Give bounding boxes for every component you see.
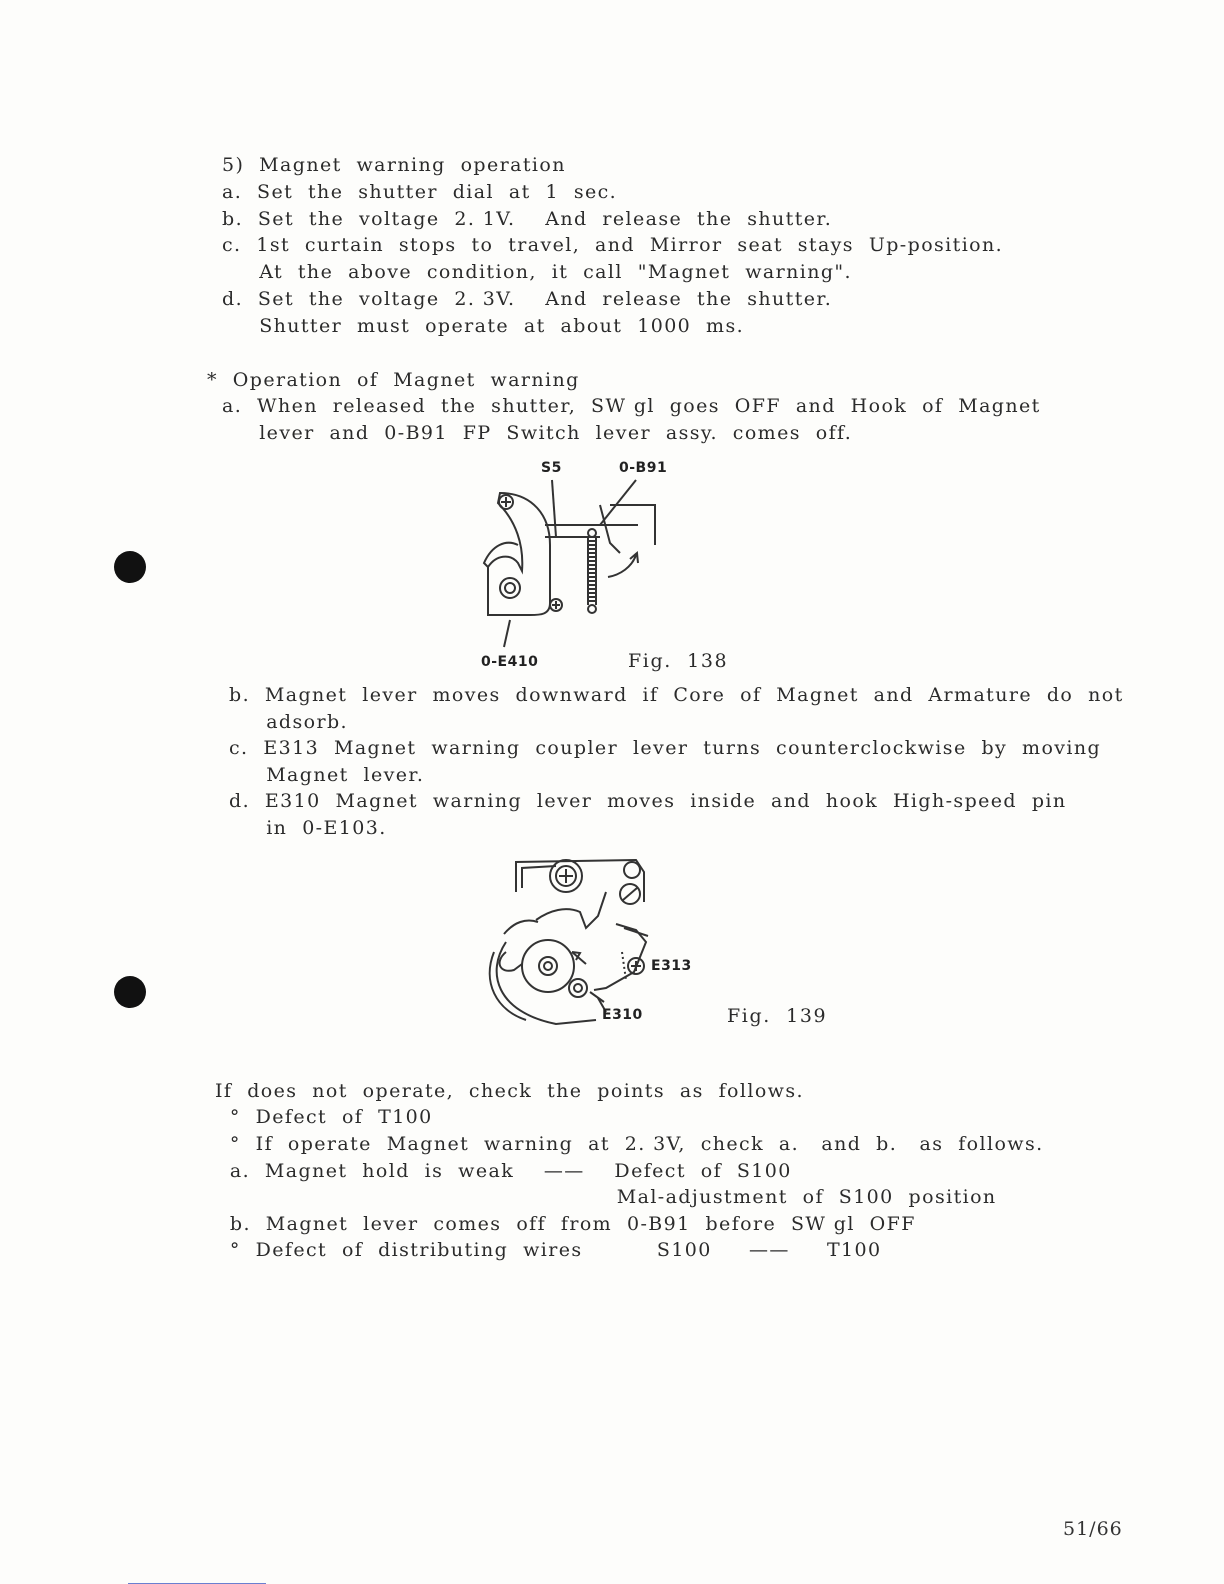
check-item-a: a. Magnet hold is weak —— Defect of S100 <box>215 1160 792 1182</box>
operation-item-a-cont: lever and 0-B91 FP Switch lever assy. comes off. <box>222 422 853 444</box>
fig138-label-b91: 0-B91 <box>619 460 668 476</box>
check-item-wires: ° Defect of distributing wires S100 —— T100 <box>215 1239 882 1261</box>
check-item-2-3v: ° If operate Magnet warning at 2. 3V, check a. and b. as follows. <box>215 1133 1044 1155</box>
section-heading: 5) Magnet warning operation <box>222 154 566 176</box>
step-d: d. Set the voltage 2. 3V. And release the shutter. <box>222 288 833 310</box>
fig138-label-e410: 0-E410 <box>481 654 539 670</box>
check-item-b: b. Magnet lever comes off from 0-B91 before SW gl OFF <box>215 1213 916 1235</box>
fig138-diagram <box>470 475 670 650</box>
operation-item-d-cont: in 0-E103. <box>229 817 387 839</box>
binder-hole-top <box>114 551 146 583</box>
step-c: c. 1st curtain stops to travel, and Mirror seat stays Up-position. <box>222 234 1004 256</box>
operation-item-c: c. E313 Magnet warning coupler lever turns counterclockwise by moving <box>229 737 1102 759</box>
step-a: a. Set the shutter dial at 1 sec. <box>222 181 618 203</box>
fig139-label-e310: E310 <box>602 1007 643 1023</box>
fig138-caption: Fig. 138 <box>628 650 729 672</box>
binder-hole-bottom <box>114 976 146 1008</box>
operation-item-b-cont: adsorb. <box>229 711 348 733</box>
operation-item-d: d. E310 Magnet warning lever moves inside and hook High-speed pin <box>229 790 1067 812</box>
step-b: b. Set the voltage 2. 1V. And release the shutter. <box>222 208 833 230</box>
operation-item-a: a. When released the shutter, SW gl goes OFF and Hook of Magnet <box>222 395 1041 417</box>
operation-item-b: b. Magnet lever moves downward if Core of Magnet and Armature do not <box>229 684 1124 706</box>
step-d-cont: Shutter must operate at about 1000 ms. <box>222 315 745 337</box>
fig138-label-s5: S5 <box>541 460 562 476</box>
fig139-diagram <box>486 852 661 1032</box>
operation-item-c-cont: Magnet lever. <box>229 764 425 786</box>
check-item-t100: ° Defect of T100 <box>215 1106 433 1128</box>
step-c-cont: At the above condition, it call "Magnet warning". <box>222 261 852 283</box>
check-item-a-cont: Mal-adjustment of S100 position <box>215 1186 997 1208</box>
page-number: 51/66 <box>1063 1518 1123 1540</box>
fig139-caption: Fig. 139 <box>727 1005 828 1027</box>
operation-heading: * Operation of Magnet warning <box>207 369 580 391</box>
check-intro: If does not operate, check the points as follows. <box>215 1080 804 1102</box>
fig139-label-e313: E313 <box>651 958 692 974</box>
